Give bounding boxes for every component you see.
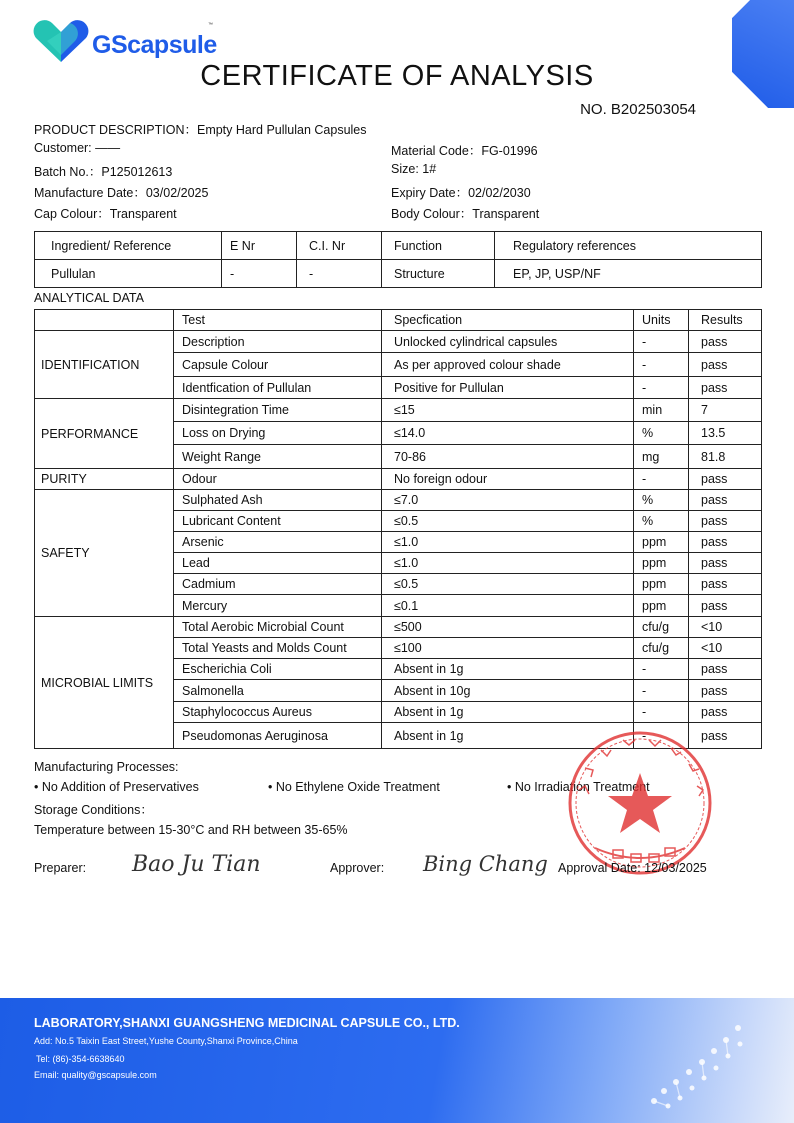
- specification: Absent in 10g: [382, 680, 634, 702]
- test-name: Loss on Drying: [174, 422, 382, 445]
- process-no-irradiation: • No Irradiation Treatment: [507, 780, 650, 794]
- result: pass: [689, 331, 762, 353]
- test-name: Escherichia Coli: [174, 659, 382, 680]
- specification: ≤0.5: [382, 574, 634, 595]
- preparer-signature: Bao Ju Tian: [132, 852, 261, 877]
- table-row: [35, 331, 762, 353]
- approver-signature: Bing Chang: [423, 852, 548, 876]
- storage-conditions: Temperature between 15-30°C and RH between 35-65%: [34, 823, 348, 837]
- category-cell: IDENTIFICATION: [35, 331, 174, 399]
- specification: No foreign odour: [382, 469, 634, 490]
- specification: ≤1.0: [382, 553, 634, 574]
- logo-capsule: capsule: [127, 30, 217, 59]
- preparer-label: Preparer:: [34, 861, 87, 875]
- table-row: [35, 490, 762, 511]
- approval-date: Approval Date: 12/03/2025: [558, 861, 707, 875]
- result: pass: [689, 532, 762, 553]
- specification: Absent in 1g: [382, 659, 634, 680]
- test-name: Description: [174, 331, 382, 353]
- result: pass: [689, 469, 762, 490]
- capsule-size: Size: 1#: [391, 162, 437, 176]
- result: pass: [689, 353, 762, 377]
- body-colour: Body Colour：Transparent: [391, 207, 540, 221]
- footer-company: LABORATORY,SHANXI GUANGSHENG MEDICINAL CAPSULE CO., LTD.: [34, 1016, 460, 1030]
- header-test: Test: [174, 310, 382, 331]
- footer-address: Add: No.5 Taixin East Street,Yushe County,Shanxi Province,China: [34, 1036, 298, 1046]
- processes-label: Manufacturing Processes:: [34, 760, 179, 774]
- units: -: [634, 377, 689, 399]
- units: min: [634, 399, 689, 422]
- units: cfu/g: [634, 638, 689, 659]
- certificate-number: NO. B202503054: [580, 101, 696, 118]
- specification: ≤7.0: [382, 490, 634, 511]
- header-regulatory: Regulatory references: [495, 232, 762, 260]
- category-cell: MICROBIAL LIMITS: [35, 617, 174, 749]
- test-name: Total Yeasts and Molds Count: [174, 638, 382, 659]
- units: -: [634, 723, 689, 749]
- analysis-header-row: [35, 310, 762, 331]
- units: cfu/g: [634, 617, 689, 638]
- specification: ≤15: [382, 399, 634, 422]
- result: <10: [689, 617, 762, 638]
- units: ppm: [634, 553, 689, 574]
- ingredient-e-nr: -: [222, 260, 297, 288]
- footer: [0, 998, 794, 1123]
- units: -: [634, 353, 689, 377]
- heart-logo-icon: [30, 20, 92, 64]
- test-name: Arsenic: [174, 532, 382, 553]
- batch-number: Batch No.：P125012613: [34, 165, 173, 179]
- test-name: Total Aerobic Microbial Count: [174, 617, 382, 638]
- units: ppm: [634, 574, 689, 595]
- category-cell: PURITY: [35, 469, 174, 490]
- result: 13.5: [689, 422, 762, 445]
- result: pass: [689, 511, 762, 532]
- approver-label: Approver:: [330, 861, 385, 875]
- units: mg: [634, 445, 689, 469]
- ingredient-row: [35, 260, 762, 288]
- units: -: [634, 469, 689, 490]
- header-specification: Specfication: [382, 310, 634, 331]
- specification: ≤14.0: [382, 422, 634, 445]
- units: ppm: [634, 595, 689, 617]
- table-row: [35, 469, 762, 490]
- result: 7: [689, 399, 762, 422]
- result: pass: [689, 377, 762, 399]
- material-code: Material Code：FG-01996: [391, 144, 538, 158]
- table-row: [35, 399, 762, 422]
- header-category: [35, 310, 174, 331]
- specification: Unlocked cylindrical capsules: [382, 331, 634, 353]
- process-no-preservatives: • No Addition of Preservatives: [34, 780, 199, 794]
- expiry-date: Expiry Date：02/02/2030: [391, 186, 531, 200]
- units: -: [634, 680, 689, 702]
- storage-label: Storage Conditions：: [34, 803, 153, 817]
- specification: As per approved colour shade: [382, 353, 634, 377]
- dna-helix-icon: [634, 1006, 754, 1116]
- test-name: Sulphated Ash: [174, 490, 382, 511]
- test-name: Disintegration Time: [174, 399, 382, 422]
- specification: ≤100: [382, 638, 634, 659]
- ingredient-ci-nr: -: [297, 260, 382, 288]
- result: pass: [689, 553, 762, 574]
- test-name: Mercury: [174, 595, 382, 617]
- ingredient-table: [34, 231, 762, 288]
- ingredient-function: Structure: [382, 260, 495, 288]
- trademark: ™: [208, 22, 213, 28]
- ingredient-regulatory: EP, JP, USP/NF: [495, 260, 762, 288]
- analysis-body: [35, 331, 762, 749]
- header-function: Function: [382, 232, 495, 260]
- result: pass: [689, 680, 762, 702]
- process-no-eto: • No Ethylene Oxide Treatment: [268, 780, 440, 794]
- result: 81.8: [689, 445, 762, 469]
- footer-tel: Tel: (86)-354-6638640: [36, 1054, 125, 1064]
- test-name: Lubricant Content: [174, 511, 382, 532]
- ingredient-header-row: [35, 232, 762, 260]
- result: pass: [689, 574, 762, 595]
- analytical-data-label: ANALYTICAL DATA: [34, 291, 144, 305]
- header-results: Results: [689, 310, 762, 331]
- test-name: Cadmium: [174, 574, 382, 595]
- ingredient-name: Pullulan: [35, 260, 222, 288]
- header-ingredient: Ingredient/ Reference: [35, 232, 222, 260]
- page-title: CERTIFICATE OF ANALYSIS: [200, 60, 594, 92]
- test-name: Identfication of Pullulan: [174, 377, 382, 399]
- manufacture-date: Manufacture Date：03/02/2025: [34, 186, 209, 200]
- specification: ≤500: [382, 617, 634, 638]
- table-row: [35, 617, 762, 638]
- result: pass: [689, 595, 762, 617]
- units: ppm: [634, 532, 689, 553]
- units: %: [634, 422, 689, 445]
- result: <10: [689, 638, 762, 659]
- test-name: Lead: [174, 553, 382, 574]
- header-ci-nr: C.I. Nr: [297, 232, 382, 260]
- test-name: Pseudomonas Aeruginosa: [174, 723, 382, 749]
- specification: Absent in 1g: [382, 702, 634, 723]
- test-name: Odour: [174, 469, 382, 490]
- analysis-table: [34, 309, 762, 749]
- specification: ≤1.0: [382, 532, 634, 553]
- units: -: [634, 331, 689, 353]
- units: %: [634, 511, 689, 532]
- result: pass: [689, 659, 762, 680]
- cap-colour: Cap Colour：Transparent: [34, 207, 177, 221]
- test-name: Staphylococcus Aureus: [174, 702, 382, 723]
- customer: Customer: ——: [34, 141, 121, 155]
- company-logo: [30, 20, 217, 64]
- specification: 70-86: [382, 445, 634, 469]
- specification: Absent in 1g: [382, 723, 634, 749]
- company-seal: [565, 728, 715, 878]
- units: %: [634, 490, 689, 511]
- test-name: Salmonella: [174, 680, 382, 702]
- header-units: Units: [634, 310, 689, 331]
- logo-wordmark: [92, 31, 217, 60]
- test-name: Weight Range: [174, 445, 382, 469]
- units: -: [634, 702, 689, 723]
- result: pass: [689, 702, 762, 723]
- category-cell: PERFORMANCE: [35, 399, 174, 469]
- header-e-nr: E Nr: [222, 232, 297, 260]
- test-name: Capsule Colour: [174, 353, 382, 377]
- category-cell: SAFETY: [35, 490, 174, 617]
- specification: ≤0.1: [382, 595, 634, 617]
- result: pass: [689, 723, 762, 749]
- result: pass: [689, 490, 762, 511]
- product-description: PRODUCT DESCRIPTION：Empty Hard Pullulan Capsules: [34, 123, 367, 137]
- units: -: [634, 659, 689, 680]
- specification: Positive for Pullulan: [382, 377, 634, 399]
- footer-email: Email: quality@gscapsule.com: [34, 1070, 157, 1080]
- logo-gs: GS: [92, 30, 128, 59]
- specification: ≤0.5: [382, 511, 634, 532]
